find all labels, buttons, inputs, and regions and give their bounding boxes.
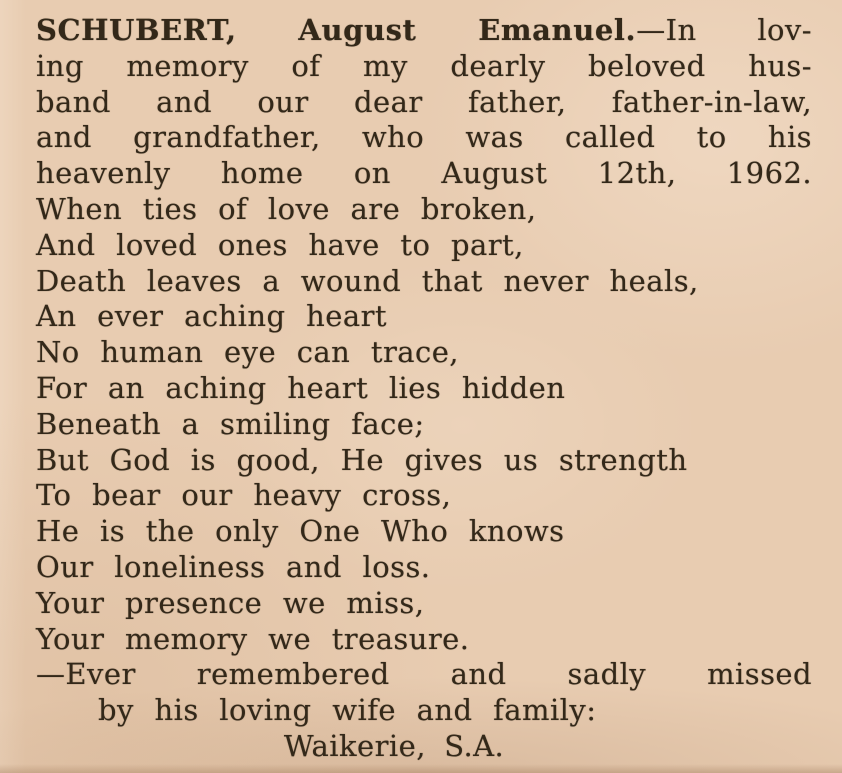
poem-line: Your memory we treasure. [36,621,470,656]
intro-line: heavenly home on August 12th, 1962. [36,156,812,191]
intro-line: ing memory of my dearly beloved hus- [36,48,812,83]
poem-line: Our loneliness and loss. [36,549,431,584]
poem-line: For an aching heart lies hidden [36,370,566,405]
poem-line: And loved ones have to part, [36,227,524,262]
poem-line: Your presence we miss, [36,585,425,620]
closing-line: —Ever remembered and sadly missed [36,657,812,692]
notice-headline-line [36,13,812,49]
poem-line: An ever aching heart [36,299,387,334]
poem-line: To bear our heavy cross, [36,478,452,513]
intro-line: band and our dear father, father-in-law, [36,84,812,119]
poem-line: Beneath a smiling face; [36,406,425,441]
poem-line: He is the only One Who knows [36,514,565,549]
attribution-line: by his loving wife and family: [98,693,597,728]
poem-line: But God is good, He gives us strength [36,442,688,477]
intro-line: and grandfather, who was called to his [36,120,812,155]
deceased-name: SCHUBERT, August Emanuel. [36,13,637,47]
headline-continuation: —In lov- [636,13,812,47]
place-line: Waikerie, S.A. [283,728,505,763]
poem-line: When ties of love are broken, [36,191,537,226]
poem-line: Death leaves a wound that never heals, [36,263,699,298]
poem-line: No human eye can trace, [36,335,459,370]
